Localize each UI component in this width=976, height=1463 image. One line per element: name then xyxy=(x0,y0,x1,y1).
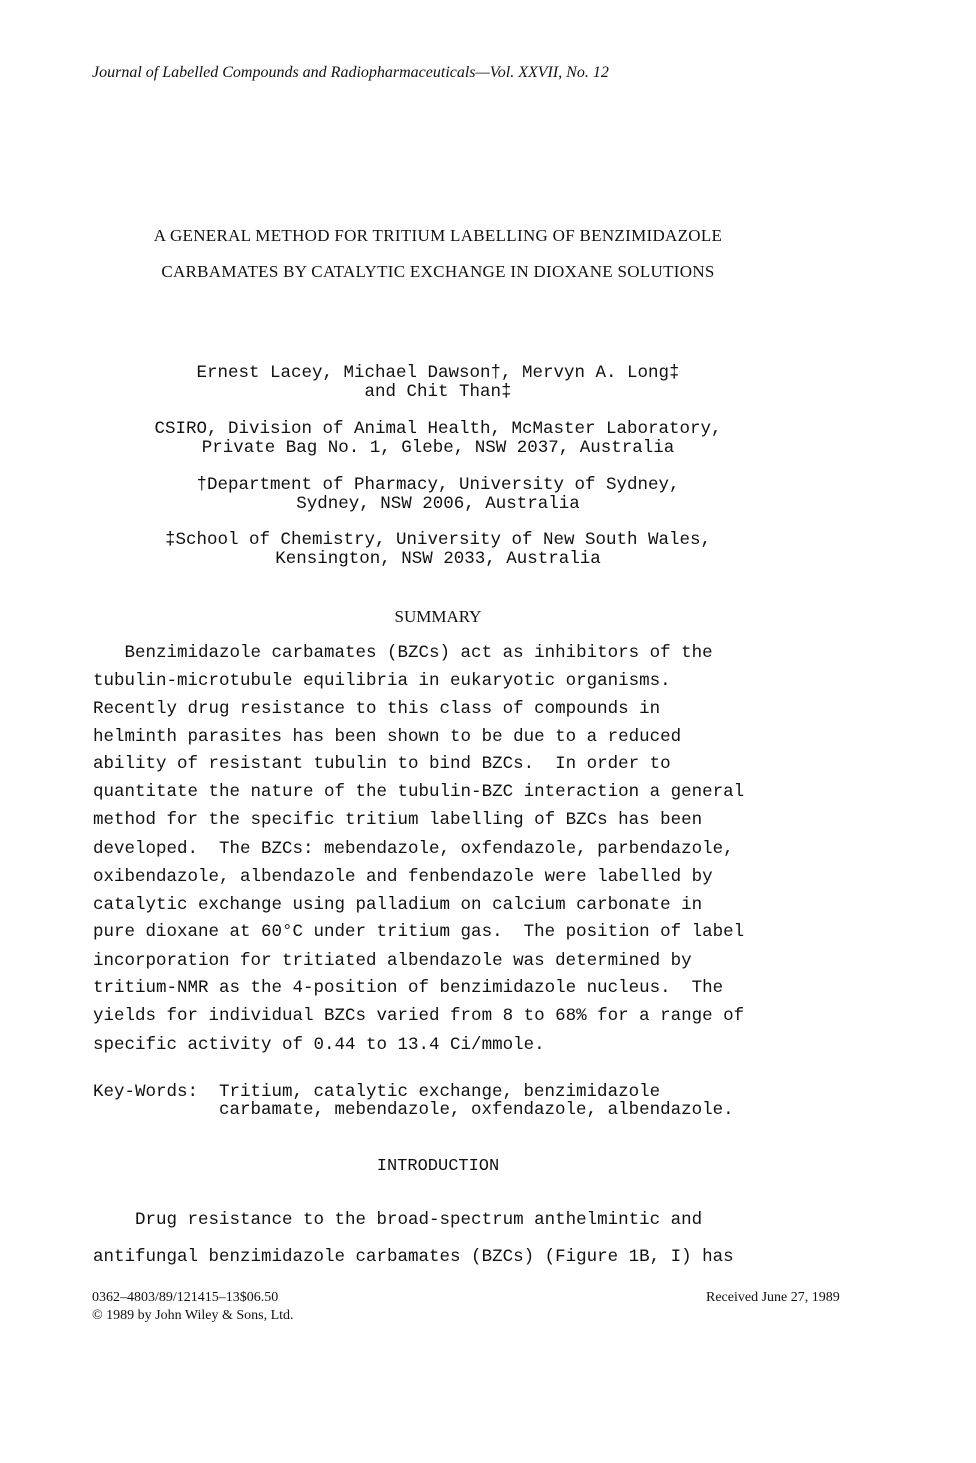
summary-line: catalytic exchange using palladium on calcium carbonate in xyxy=(93,895,703,915)
summary-line: quantitate the nature of the tubulin-BZC interaction a general xyxy=(93,782,745,802)
summary-line: tritium-NMR as the 4-position of benzimidazole nucleus. The xyxy=(93,978,724,998)
authors-line-2: and Chit Than‡ xyxy=(364,382,512,402)
introduction-line-1: Drug resistance to the broad-spectrum anthelmintic and xyxy=(93,1210,703,1230)
keywords-label: Key-Words: xyxy=(93,1082,199,1102)
summary-line: helminth parasites has been shown to be due to a reduced xyxy=(93,727,682,747)
introduction-heading: INTRODUCTION xyxy=(376,1157,500,1176)
affiliation-chemistry-line-2: Kensington, NSW 2033, Australia xyxy=(275,549,601,569)
affiliation-pharmacy-line-1: †Department of Pharmacy, University of Sydney, xyxy=(196,475,680,495)
introduction-line-2: antifungal benzimidazole carbamates (BZCs) (Figure 1B, I) has xyxy=(93,1247,734,1267)
summary-line: yields for individual BZCs varied from 8 to 68% for a range of xyxy=(93,1006,745,1026)
affiliation-csiro-line-1: CSIRO, Division of Animal Health, McMaster Laboratory, xyxy=(154,419,722,439)
affiliation-pharmacy-line-2: Sydney, NSW 2006, Australia xyxy=(296,494,580,514)
summary-line: developed. The BZCs: mebendazole, oxfendazole, parbendazole, xyxy=(93,839,734,859)
authors-line-1: Ernest Lacey, Michael Dawson†, Mervyn A. Long‡ xyxy=(196,363,680,383)
summary-heading: SUMMARY xyxy=(394,607,482,626)
summary-line: tubulin-microtubule equilibria in eukaryotic organisms. xyxy=(93,671,671,691)
summary-line: incorporation for tritiated albendazole was determined by xyxy=(93,951,692,971)
affiliation-csiro-line-2: Private Bag No. 1, Glebe, NSW 2037, Australia xyxy=(201,438,675,458)
footer-copyright: © 1989 by John Wiley & Sons, Ltd. xyxy=(92,1308,294,1323)
footer-article-code: 0362–4803/89/121415–13$06.50 xyxy=(92,1290,279,1305)
summary-line: Benzimidazole carbamates (BZCs) act as inhibitors of the xyxy=(93,643,713,663)
keywords-line-2: carbamate, mebendazole, oxfendazole, albendazole. xyxy=(219,1100,734,1120)
summary-line: pure dioxane at 60°C under tritium gas. The position of label xyxy=(93,922,745,942)
journal-header: Journal of Labelled Compounds and Radiopharmaceuticals—Vol. XXVII, No. 12 xyxy=(92,64,609,81)
summary-line: oxibendazole, albendazole and fenbendazole were labelled by xyxy=(93,867,713,887)
summary-line: specific activity of 0.44 to 13.4 Ci/mmole. xyxy=(93,1035,545,1055)
keywords-line-1: Tritium, catalytic exchange, benzimidazole xyxy=(219,1082,661,1102)
title-line-2: CARBAMATES BY CATALYTIC EXCHANGE IN DIOXANE SOLUTIONS xyxy=(161,262,715,281)
footer-received-date: Received June 27, 1989 xyxy=(706,1290,840,1305)
affiliation-chemistry-line-1: ‡School of Chemistry, University of New South Wales, xyxy=(164,530,712,550)
title-line-1: A GENERAL METHOD FOR TRITIUM LABELLING OF BENZIMIDAZOLE xyxy=(153,226,723,245)
summary-line: ability of resistant tubulin to bind BZCs. In order to xyxy=(93,754,671,774)
summary-line: method for the specific tritium labelling of BZCs has been xyxy=(93,810,703,830)
summary-line: Recently drug resistance to this class of compounds in xyxy=(93,699,661,719)
